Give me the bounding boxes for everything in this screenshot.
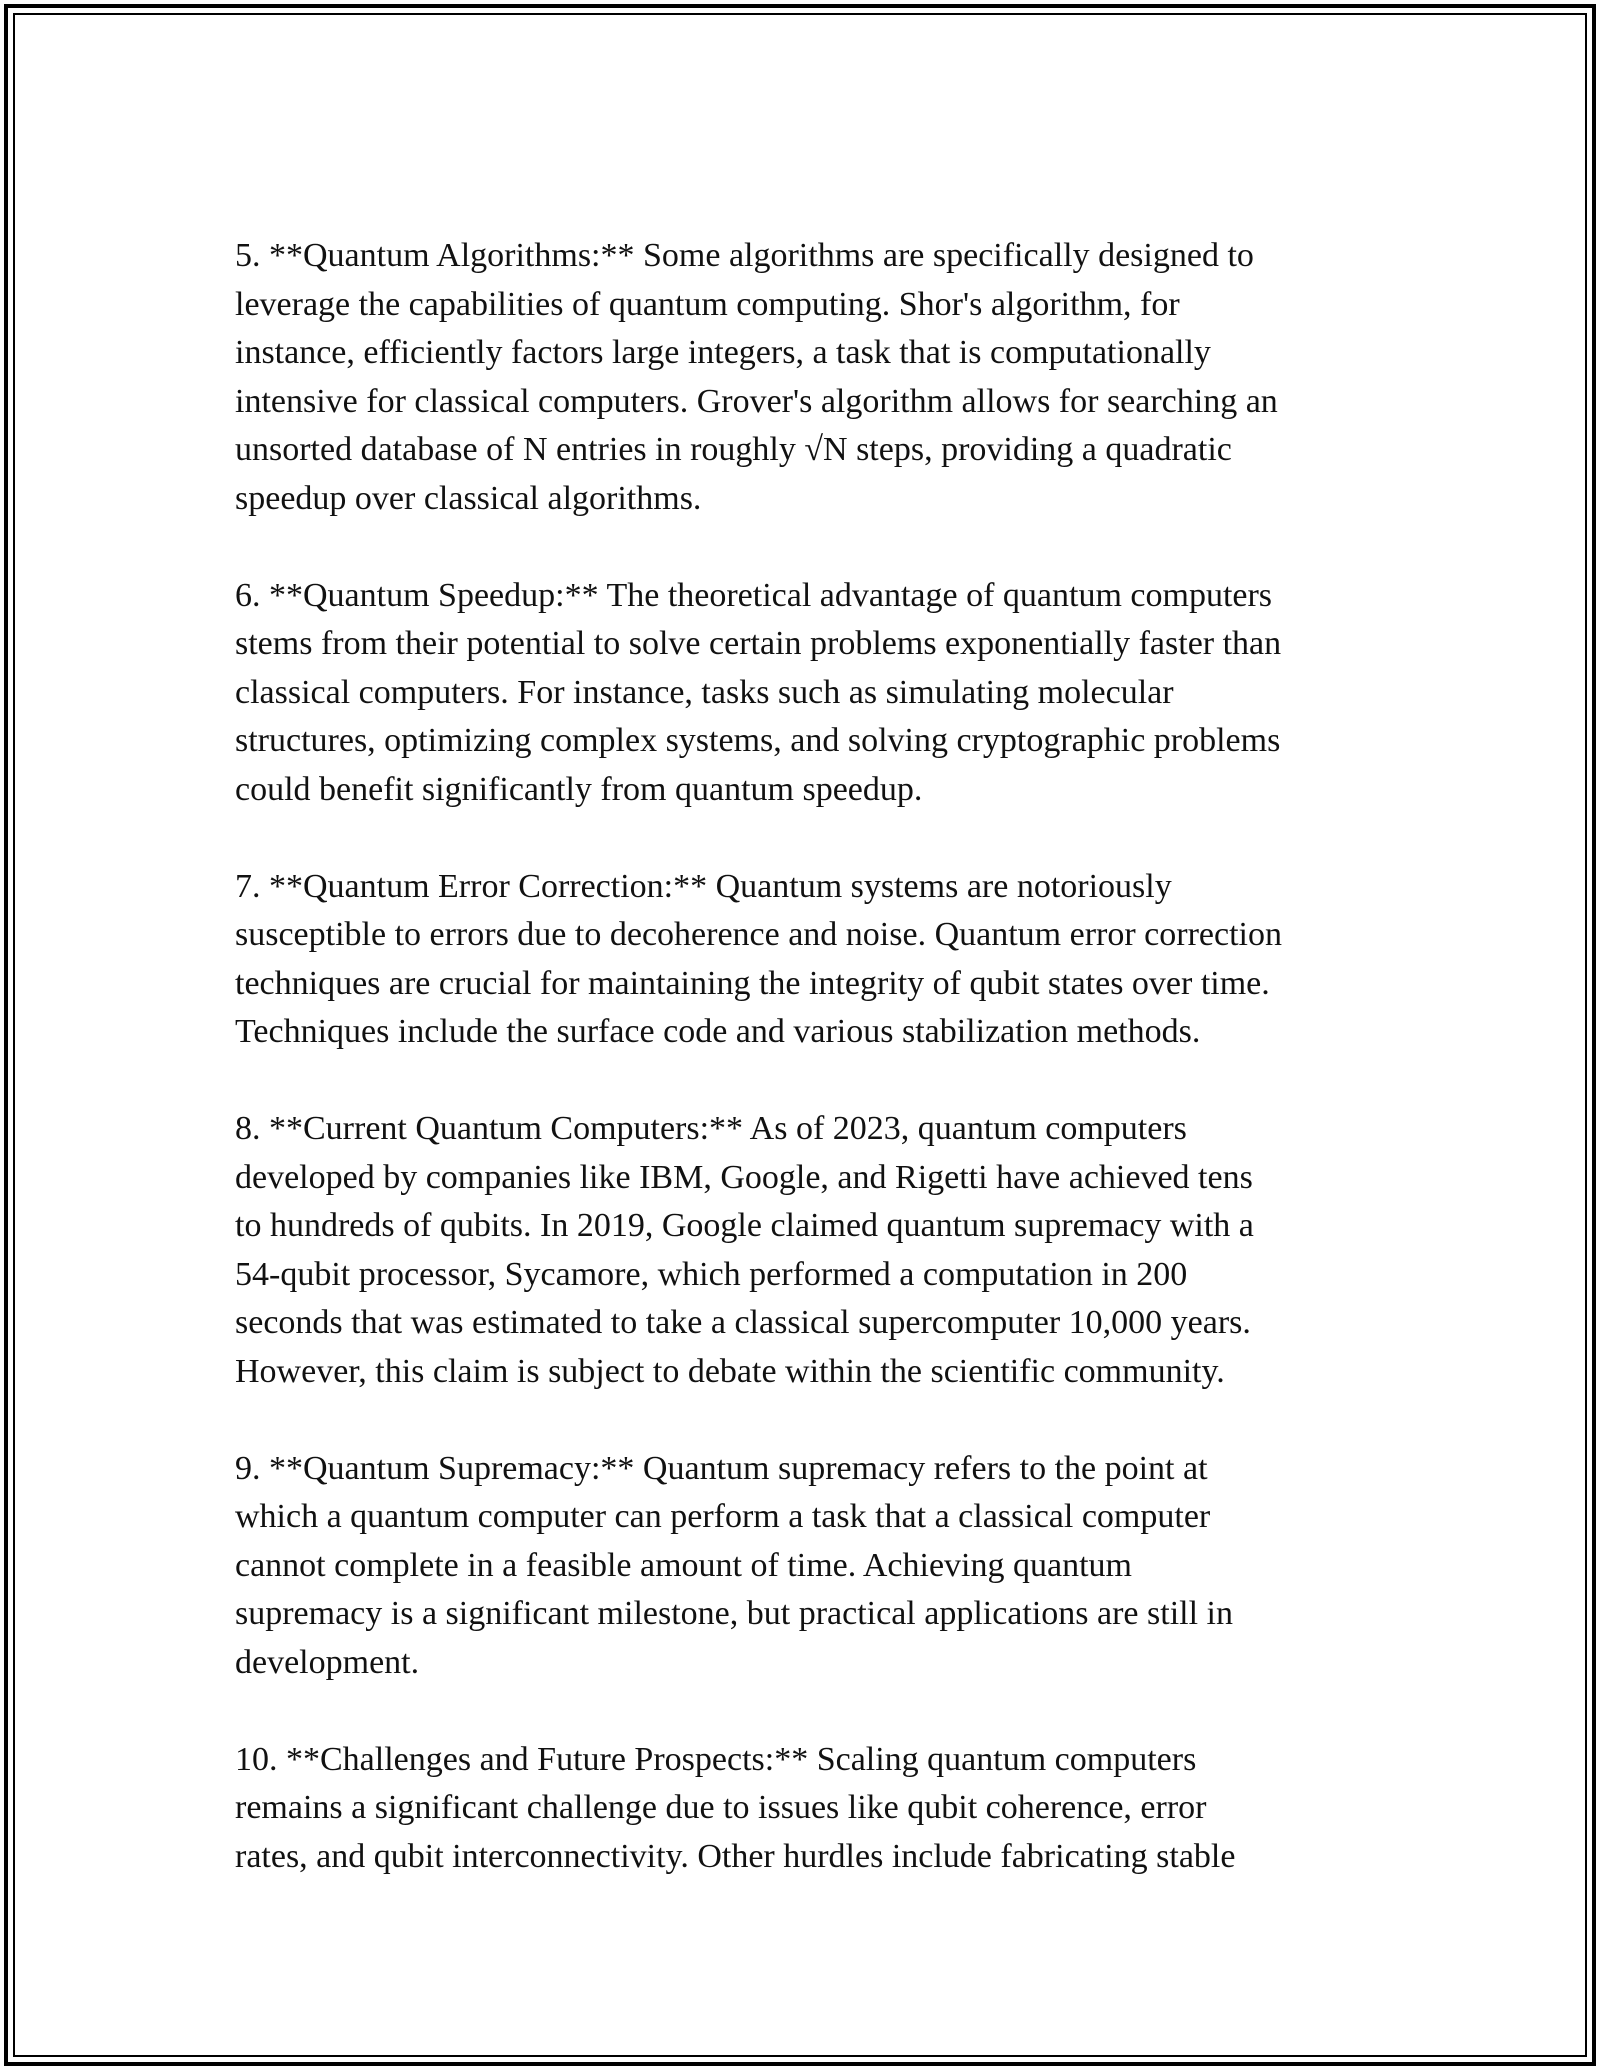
text-line: remains a significant challenge due to issues like qubit coherence, error bbox=[235, 1789, 1207, 1826]
paragraph-quantum-supremacy bbox=[235, 1445, 1385, 1688]
text-line: 9. **Quantum Supremacy:** Quantum supremacy refers to the point at bbox=[235, 1449, 1208, 1487]
text-line: cannot complete in a feasible amount of time. Achieving quantum bbox=[235, 1546, 1132, 1584]
paragraph-challenges-future-prospects bbox=[235, 1736, 1385, 1882]
text-line: speedup over classical algorithms. bbox=[235, 479, 702, 517]
text-line: Techniques include the surface code and various stabilization methods. bbox=[235, 1013, 1201, 1050]
text-line: which a quantum computer can perform a task that a classical computer bbox=[235, 1498, 1211, 1535]
text-line: structures, optimizing complex systems, and solving cryptographic problems bbox=[235, 722, 1281, 759]
text-line: classical computers. For instance, tasks such as simulating molecular bbox=[235, 673, 1174, 711]
text-line: developed by companies like IBM, Google, and Rigetti have achieved tens bbox=[235, 1158, 1253, 1196]
text-line: to hundreds of qubits. In 2019, Google claimed quantum supremacy with a bbox=[235, 1207, 1254, 1244]
text-line: rates, and qubit interconnectivity. Other hurdles include fabricating stable bbox=[235, 1837, 1236, 1875]
text-line: 10. **Challenges and Future Prospects:** Scaling quantum computers bbox=[235, 1740, 1197, 1778]
text-line: supremacy is a significant milestone, but practical applications are still in bbox=[235, 1595, 1233, 1632]
paragraph-quantum-speedup bbox=[235, 572, 1385, 815]
text-line: stems from their potential to solve certain problems exponentially faster than bbox=[235, 625, 1282, 662]
text-line: techniques are crucial for maintaining the integrity of qubit states over time. bbox=[235, 964, 1270, 1002]
text-line: However, this claim is subject to debate within the scientific community. bbox=[235, 1352, 1225, 1390]
text-line: seconds that was estimated to take a classical supercomputer 10,000 years. bbox=[235, 1304, 1251, 1341]
text-line: could benefit significantly from quantum speedup. bbox=[235, 770, 923, 808]
paragraph-current-quantum-computers bbox=[235, 1105, 1385, 1396]
text-line: 8. **Current Quantum Computers:** As of 2023, quantum computers bbox=[235, 1110, 1187, 1147]
paragraph-quantum-algorithms bbox=[235, 232, 1385, 523]
text-line: intensive for classical computers. Grover's algorithm allows for searching an bbox=[235, 382, 1278, 420]
text-line: development. bbox=[235, 1643, 420, 1681]
text-line: 54-qubit processor, Sycamore, which performed a computation in 200 bbox=[235, 1255, 1188, 1293]
paragraph-quantum-error-correction bbox=[235, 863, 1385, 1057]
text-line: 7. **Quantum Error Correction:** Quantum systems are notoriously bbox=[235, 867, 1172, 905]
text-line: leverage the capabilities of quantum computing. Shor's algorithm, for bbox=[235, 285, 1180, 323]
text-line: susceptible to errors due to decoherence and noise. Quantum error correction bbox=[235, 916, 1282, 953]
text-line: 6. **Quantum Speedup:** The theoretical advantage of quantum computers bbox=[235, 576, 1273, 614]
text-line: instance, efficiently factors large integers, a task that is computationally bbox=[235, 334, 1211, 371]
text-line: 5. **Quantum Algorithms:** Some algorithms are specifically designed to bbox=[235, 237, 1254, 274]
text-line: unsorted database of N entries in roughly √N steps, providing a quadratic bbox=[235, 431, 1232, 468]
document-body bbox=[235, 232, 1385, 1930]
